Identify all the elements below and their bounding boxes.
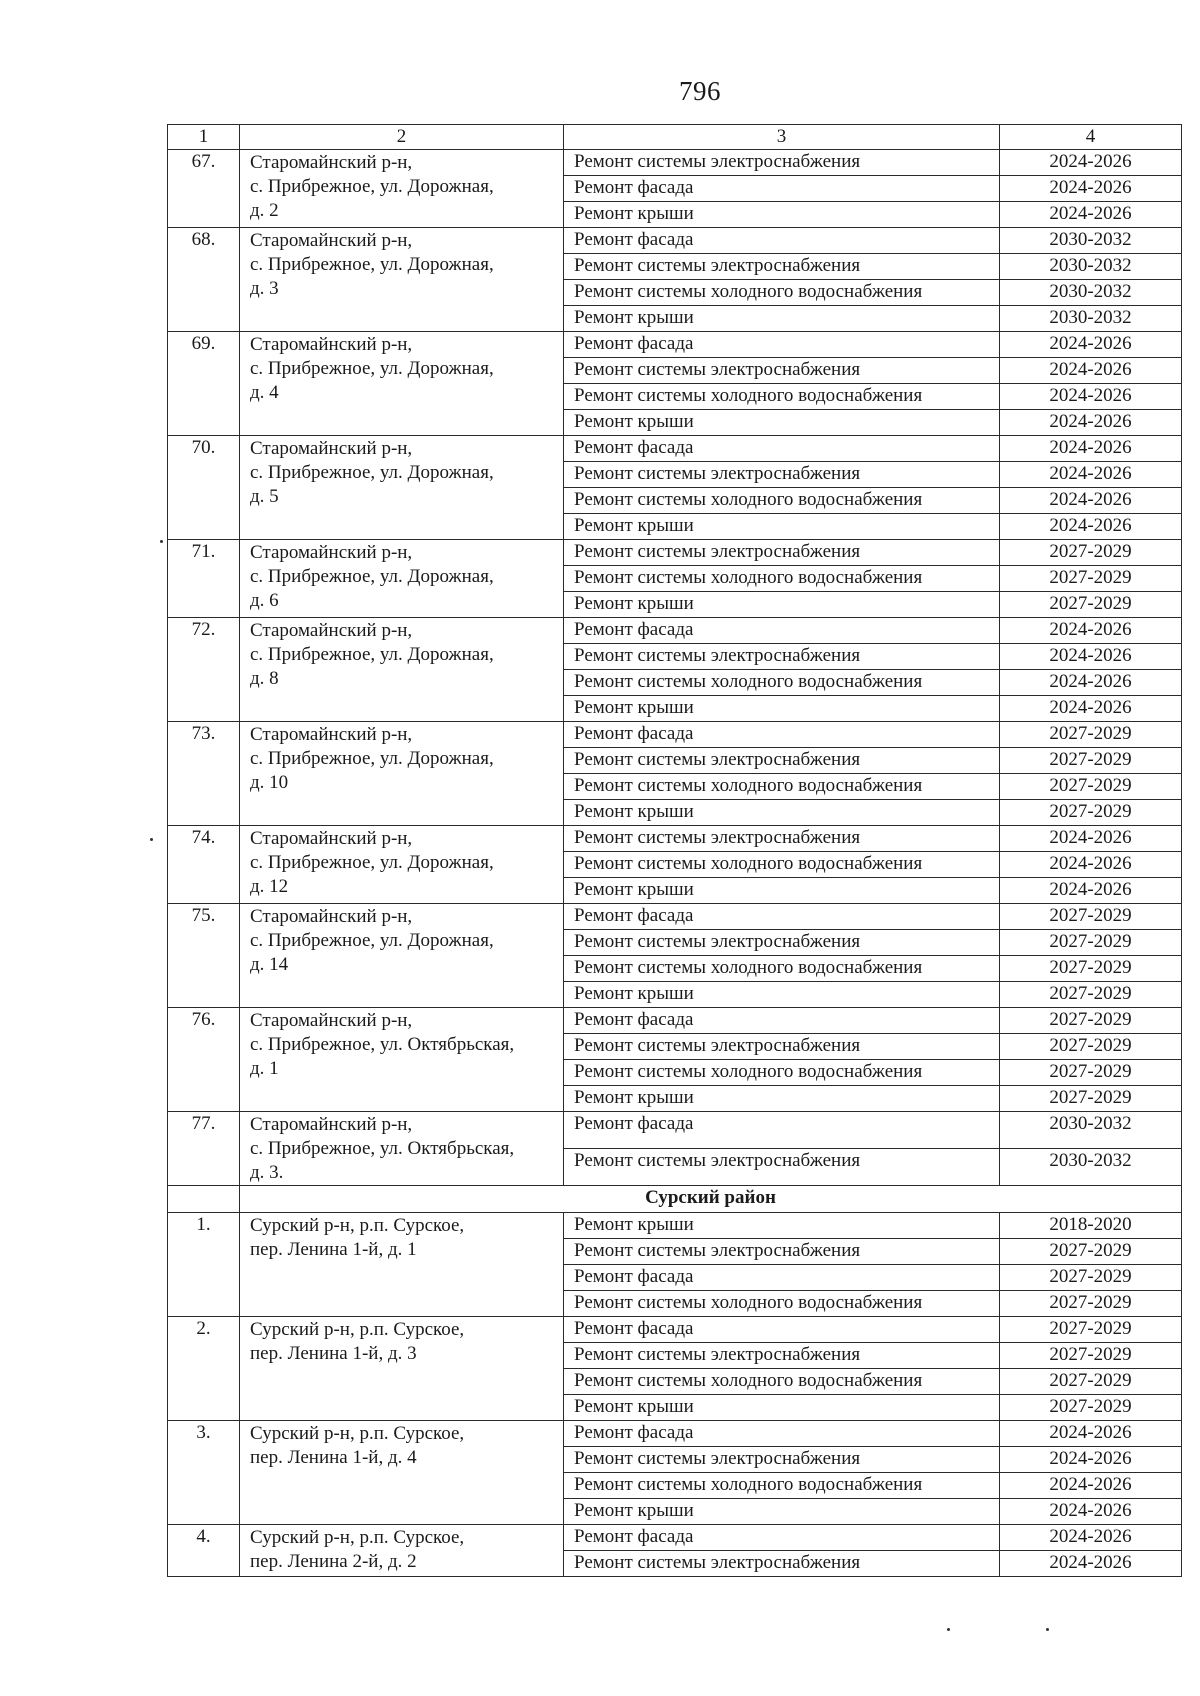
address-line: Старомайнский р-н, bbox=[250, 620, 413, 641]
address-cell bbox=[240, 150, 564, 228]
address-line: Старомайнский р-н, bbox=[250, 724, 413, 745]
work-type-cell: Ремонт фасада bbox=[564, 904, 1000, 930]
years-cell: 2030-2032 bbox=[1000, 228, 1182, 254]
address-line: д. 2 bbox=[250, 200, 279, 221]
address-line: Сурский р-н, р.п. Сурское, bbox=[250, 1423, 465, 1444]
address-line: Старомайнский р-н, bbox=[250, 906, 413, 927]
years-cell: 2027-2029 bbox=[1000, 1369, 1182, 1395]
work-type-cell: Ремонт фасада bbox=[564, 436, 1000, 462]
years-cell: 2024-2026 bbox=[1000, 150, 1182, 176]
years-cell: 2030-2032 bbox=[1000, 1112, 1182, 1149]
address-line: с. Прибрежное, ул. Октябрьская, bbox=[250, 1034, 515, 1055]
years-cell: 2027-2029 bbox=[1000, 566, 1182, 592]
table-body bbox=[168, 125, 1182, 1577]
table-row bbox=[168, 722, 1182, 748]
work-type-cell: Ремонт крыши bbox=[564, 306, 1000, 332]
work-type-cell: Ремонт крыши bbox=[564, 800, 1000, 826]
work-type-cell: Ремонт системы электроснабжения bbox=[564, 644, 1000, 670]
address-line: с. Прибрежное, ул. Дорожная, bbox=[250, 254, 494, 275]
address-line: с. Прибрежное, ул. Октябрьская, bbox=[250, 1138, 515, 1159]
table-row bbox=[168, 1008, 1182, 1034]
years-cell: 2024-2026 bbox=[1000, 462, 1182, 488]
work-type-cell: Ремонт крыши bbox=[564, 1213, 1000, 1239]
address-line: Сурский р-н, р.п. Сурское, bbox=[250, 1215, 465, 1236]
work-type-cell: Ремонт фасада bbox=[564, 1525, 1000, 1551]
years-cell: 2027-2029 bbox=[1000, 774, 1182, 800]
years-cell: 2024-2026 bbox=[1000, 358, 1182, 384]
table-row bbox=[168, 540, 1182, 566]
row-number: 73. bbox=[168, 722, 240, 826]
address-line: пер. Ленина 1-й, д. 1 bbox=[250, 1239, 417, 1260]
section-header-row bbox=[168, 1186, 1182, 1213]
work-type-cell: Ремонт крыши bbox=[564, 202, 1000, 228]
address-cell bbox=[240, 1317, 564, 1421]
years-cell: 2024-2026 bbox=[1000, 852, 1182, 878]
row-number: 71. bbox=[168, 540, 240, 618]
row-number: 3. bbox=[168, 1421, 240, 1525]
years-cell: 2024-2026 bbox=[1000, 332, 1182, 358]
address-line: д. 6 bbox=[250, 590, 279, 611]
address-line: пер. Ленина 1-й, д. 4 bbox=[250, 1447, 417, 1468]
work-type-cell: Ремонт крыши bbox=[564, 592, 1000, 618]
years-cell: 2027-2029 bbox=[1000, 1265, 1182, 1291]
address-line: с. Прибрежное, ул. Дорожная, bbox=[250, 176, 494, 197]
years-cell: 2024-2026 bbox=[1000, 826, 1182, 852]
address-cell bbox=[240, 540, 564, 618]
address-line: Сурский р-н, р.п. Сурское, bbox=[250, 1319, 465, 1340]
address-line: д. 1 bbox=[250, 1058, 279, 1079]
work-type-cell: Ремонт фасада bbox=[564, 1265, 1000, 1291]
years-cell: 2027-2029 bbox=[1000, 748, 1182, 774]
work-type-cell: Ремонт крыши bbox=[564, 878, 1000, 904]
row-number: 69. bbox=[168, 332, 240, 436]
work-type-cell: Ремонт системы электроснабжения bbox=[564, 930, 1000, 956]
work-type-cell: Ремонт фасада bbox=[564, 1008, 1000, 1034]
row-number: 2. bbox=[168, 1317, 240, 1421]
table-row bbox=[168, 618, 1182, 644]
work-type-cell: Ремонт системы электроснабжения bbox=[564, 826, 1000, 852]
work-type-cell: Ремонт фасада bbox=[564, 332, 1000, 358]
years-cell: 2024-2026 bbox=[1000, 1473, 1182, 1499]
address-cell bbox=[240, 904, 564, 1008]
years-cell: 2027-2029 bbox=[1000, 1343, 1182, 1369]
header-col-3: 3 bbox=[564, 125, 1000, 150]
years-cell: 2024-2026 bbox=[1000, 384, 1182, 410]
work-type-cell: Ремонт крыши bbox=[564, 982, 1000, 1008]
address-line: Старомайнский р-н, bbox=[250, 334, 413, 355]
work-type-cell: Ремонт фасада bbox=[564, 1112, 1000, 1149]
table-row bbox=[168, 332, 1182, 358]
years-cell: 2027-2029 bbox=[1000, 1291, 1182, 1317]
years-cell: 2024-2026 bbox=[1000, 488, 1182, 514]
address-line: Старомайнский р-н, bbox=[250, 438, 413, 459]
address-line: с. Прибрежное, ул. Дорожная, bbox=[250, 748, 494, 769]
years-cell: 2024-2026 bbox=[1000, 1525, 1182, 1551]
work-type-cell: Ремонт системы электроснабжения bbox=[564, 540, 1000, 566]
work-type-cell: Ремонт системы холодного водоснабжения bbox=[564, 488, 1000, 514]
table-row bbox=[168, 1317, 1182, 1343]
years-cell: 2024-2026 bbox=[1000, 410, 1182, 436]
address-line: д. 12 bbox=[250, 876, 289, 897]
years-cell: 2027-2029 bbox=[1000, 1239, 1182, 1265]
table-row bbox=[168, 1421, 1182, 1447]
address-line: Старомайнский р-н, bbox=[250, 542, 413, 563]
years-cell: 2027-2029 bbox=[1000, 1008, 1182, 1034]
years-cell: 2024-2026 bbox=[1000, 514, 1182, 540]
section-header-spacer bbox=[168, 1186, 240, 1213]
row-number: 72. bbox=[168, 618, 240, 722]
work-type-cell: Ремонт системы электроснабжения bbox=[564, 358, 1000, 384]
address-line: с. Прибрежное, ул. Дорожная, bbox=[250, 566, 494, 587]
years-cell: 2030-2032 bbox=[1000, 280, 1182, 306]
table-row bbox=[168, 904, 1182, 930]
years-cell: 2024-2026 bbox=[1000, 202, 1182, 228]
header-col-1: 1 bbox=[168, 125, 240, 150]
work-type-cell: Ремонт крыши bbox=[564, 696, 1000, 722]
address-line: пер. Ленина 2-й, д. 2 bbox=[250, 1551, 417, 1572]
scan-speck bbox=[150, 838, 153, 841]
years-cell: 2027-2029 bbox=[1000, 1034, 1182, 1060]
address-cell bbox=[240, 332, 564, 436]
years-cell: 2027-2029 bbox=[1000, 540, 1182, 566]
address-cell bbox=[240, 618, 564, 722]
address-cell bbox=[240, 826, 564, 904]
work-type-cell: Ремонт системы холодного водоснабжения bbox=[564, 852, 1000, 878]
address-line: Старомайнский р-н, bbox=[250, 230, 413, 251]
address-line: с. Прибрежное, ул. Дорожная, bbox=[250, 930, 494, 951]
work-type-cell: Ремонт системы холодного водоснабжения bbox=[564, 566, 1000, 592]
years-cell: 2024-2026 bbox=[1000, 644, 1182, 670]
address-line: д. 3 bbox=[250, 278, 279, 299]
years-cell: 2024-2026 bbox=[1000, 436, 1182, 462]
years-cell: 2027-2029 bbox=[1000, 904, 1182, 930]
row-number: 75. bbox=[168, 904, 240, 1008]
address-cell bbox=[240, 228, 564, 332]
years-cell: 2024-2026 bbox=[1000, 878, 1182, 904]
work-type-cell: Ремонт крыши bbox=[564, 1086, 1000, 1112]
row-number: 68. bbox=[168, 228, 240, 332]
years-cell: 2030-2032 bbox=[1000, 306, 1182, 332]
work-type-cell: Ремонт фасада bbox=[564, 1317, 1000, 1343]
row-number: 76. bbox=[168, 1008, 240, 1112]
address-line: Сурский р-н, р.п. Сурское, bbox=[250, 1527, 465, 1548]
work-type-cell: Ремонт системы электроснабжения bbox=[564, 1239, 1000, 1265]
row-number: 70. bbox=[168, 436, 240, 540]
row-number: 77. bbox=[168, 1112, 240, 1186]
table-row bbox=[168, 1525, 1182, 1551]
work-type-cell: Ремонт системы холодного водоснабжения bbox=[564, 956, 1000, 982]
years-cell: 2027-2029 bbox=[1000, 722, 1182, 748]
years-cell: 2024-2026 bbox=[1000, 1421, 1182, 1447]
work-type-cell: Ремонт крыши bbox=[564, 410, 1000, 436]
header-col-4: 4 bbox=[1000, 125, 1182, 150]
address-line: Старомайнский р-н, bbox=[250, 828, 413, 849]
scan-speck bbox=[1046, 1628, 1049, 1631]
address-line: пер. Ленина 1-й, д. 3 bbox=[250, 1343, 417, 1364]
years-cell: 2024-2026 bbox=[1000, 176, 1182, 202]
years-cell: 2024-2026 bbox=[1000, 618, 1182, 644]
address-line: Старомайнский р-н, bbox=[250, 152, 413, 173]
scan-speck bbox=[947, 1628, 950, 1631]
work-type-cell: Ремонт системы электроснабжения bbox=[564, 150, 1000, 176]
work-type-cell: Ремонт системы холодного водоснабжения bbox=[564, 384, 1000, 410]
work-type-cell: Ремонт системы электроснабжения bbox=[564, 462, 1000, 488]
work-type-cell: Ремонт системы электроснабжения bbox=[564, 1149, 1000, 1186]
years-cell: 2030-2032 bbox=[1000, 1149, 1182, 1186]
years-cell: 2027-2029 bbox=[1000, 1317, 1182, 1343]
work-type-cell: Ремонт крыши bbox=[564, 1499, 1000, 1525]
address-cell bbox=[240, 1112, 564, 1186]
address-cell bbox=[240, 1421, 564, 1525]
work-type-cell: Ремонт системы электроснабжения bbox=[564, 748, 1000, 774]
years-cell: 2030-2032 bbox=[1000, 254, 1182, 280]
address-cell bbox=[240, 1525, 564, 1577]
address-line: д. 4 bbox=[250, 382, 279, 403]
header-col-2: 2 bbox=[240, 125, 564, 150]
address-line: д. 10 bbox=[250, 772, 289, 793]
address-line: с. Прибрежное, ул. Дорожная, bbox=[250, 852, 494, 873]
work-type-cell: Ремонт системы электроснабжения bbox=[564, 1034, 1000, 1060]
work-type-cell: Ремонт фасада bbox=[564, 176, 1000, 202]
work-type-cell: Ремонт крыши bbox=[564, 514, 1000, 540]
table-row bbox=[168, 228, 1182, 254]
row-number: 4. bbox=[168, 1525, 240, 1577]
years-cell: 2024-2026 bbox=[1000, 670, 1182, 696]
work-type-cell: Ремонт системы электроснабжения bbox=[564, 1343, 1000, 1369]
row-number: 1. bbox=[168, 1213, 240, 1317]
work-type-cell: Ремонт системы электроснабжения bbox=[564, 1447, 1000, 1473]
table-row bbox=[168, 150, 1182, 176]
table-row bbox=[168, 826, 1182, 852]
header-row bbox=[168, 125, 1182, 150]
work-type-cell: Ремонт системы холодного водоснабжения bbox=[564, 280, 1000, 306]
address-line: Старомайнский р-н, bbox=[250, 1010, 413, 1031]
table-row bbox=[168, 436, 1182, 462]
years-cell: 2027-2029 bbox=[1000, 956, 1182, 982]
years-cell: 2024-2026 bbox=[1000, 1551, 1182, 1577]
work-type-cell: Ремонт системы холодного водоснабжения bbox=[564, 670, 1000, 696]
repair-schedule-table bbox=[167, 124, 1182, 1577]
work-type-cell: Ремонт фасада bbox=[564, 618, 1000, 644]
scan-speck bbox=[160, 540, 163, 543]
address-line: д. 14 bbox=[250, 954, 289, 975]
address-cell bbox=[240, 1213, 564, 1317]
address-line: д. 3. bbox=[250, 1162, 284, 1183]
years-cell: 2024-2026 bbox=[1000, 1499, 1182, 1525]
address-cell bbox=[240, 722, 564, 826]
page-number: 796 bbox=[679, 76, 721, 106]
years-cell: 2027-2029 bbox=[1000, 930, 1182, 956]
years-cell: 2027-2029 bbox=[1000, 1395, 1182, 1421]
work-type-cell: Ремонт системы электроснабжения bbox=[564, 1551, 1000, 1577]
address-line: с. Прибрежное, ул. Дорожная, bbox=[250, 358, 494, 379]
table-row bbox=[168, 1112, 1182, 1149]
work-type-cell: Ремонт системы холодного водоснабжения bbox=[564, 1291, 1000, 1317]
years-cell: 2027-2029 bbox=[1000, 592, 1182, 618]
work-type-cell: Ремонт крыши bbox=[564, 1395, 1000, 1421]
address-line: д. 8 bbox=[250, 668, 279, 689]
address-line: д. 5 bbox=[250, 486, 279, 507]
address-cell bbox=[240, 436, 564, 540]
section-title: Сурский район bbox=[240, 1186, 1182, 1213]
work-type-cell: Ремонт фасада bbox=[564, 1421, 1000, 1447]
address-cell bbox=[240, 1008, 564, 1112]
years-cell: 2027-2029 bbox=[1000, 800, 1182, 826]
years-cell: 2027-2029 bbox=[1000, 1086, 1182, 1112]
years-cell: 2018-2020 bbox=[1000, 1213, 1182, 1239]
row-number: 67. bbox=[168, 150, 240, 228]
table-row bbox=[168, 1213, 1182, 1239]
years-cell: 2024-2026 bbox=[1000, 696, 1182, 722]
work-type-cell: Ремонт системы холодного водоснабжения bbox=[564, 1060, 1000, 1086]
years-cell: 2027-2029 bbox=[1000, 982, 1182, 1008]
work-type-cell: Ремонт фасада bbox=[564, 722, 1000, 748]
address-line: Старомайнский р-н, bbox=[250, 1114, 413, 1135]
address-line: с. Прибрежное, ул. Дорожная, bbox=[250, 462, 494, 483]
work-type-cell: Ремонт системы холодного водоснабжения bbox=[564, 1473, 1000, 1499]
work-type-cell: Ремонт системы холодного водоснабжения bbox=[564, 774, 1000, 800]
work-type-cell: Ремонт системы холодного водоснабжения bbox=[564, 1369, 1000, 1395]
address-line: с. Прибрежное, ул. Дорожная, bbox=[250, 644, 494, 665]
row-number: 74. bbox=[168, 826, 240, 904]
years-cell: 2024-2026 bbox=[1000, 1447, 1182, 1473]
years-cell: 2027-2029 bbox=[1000, 1060, 1182, 1086]
work-type-cell: Ремонт системы электроснабжения bbox=[564, 254, 1000, 280]
work-type-cell: Ремонт фасада bbox=[564, 228, 1000, 254]
